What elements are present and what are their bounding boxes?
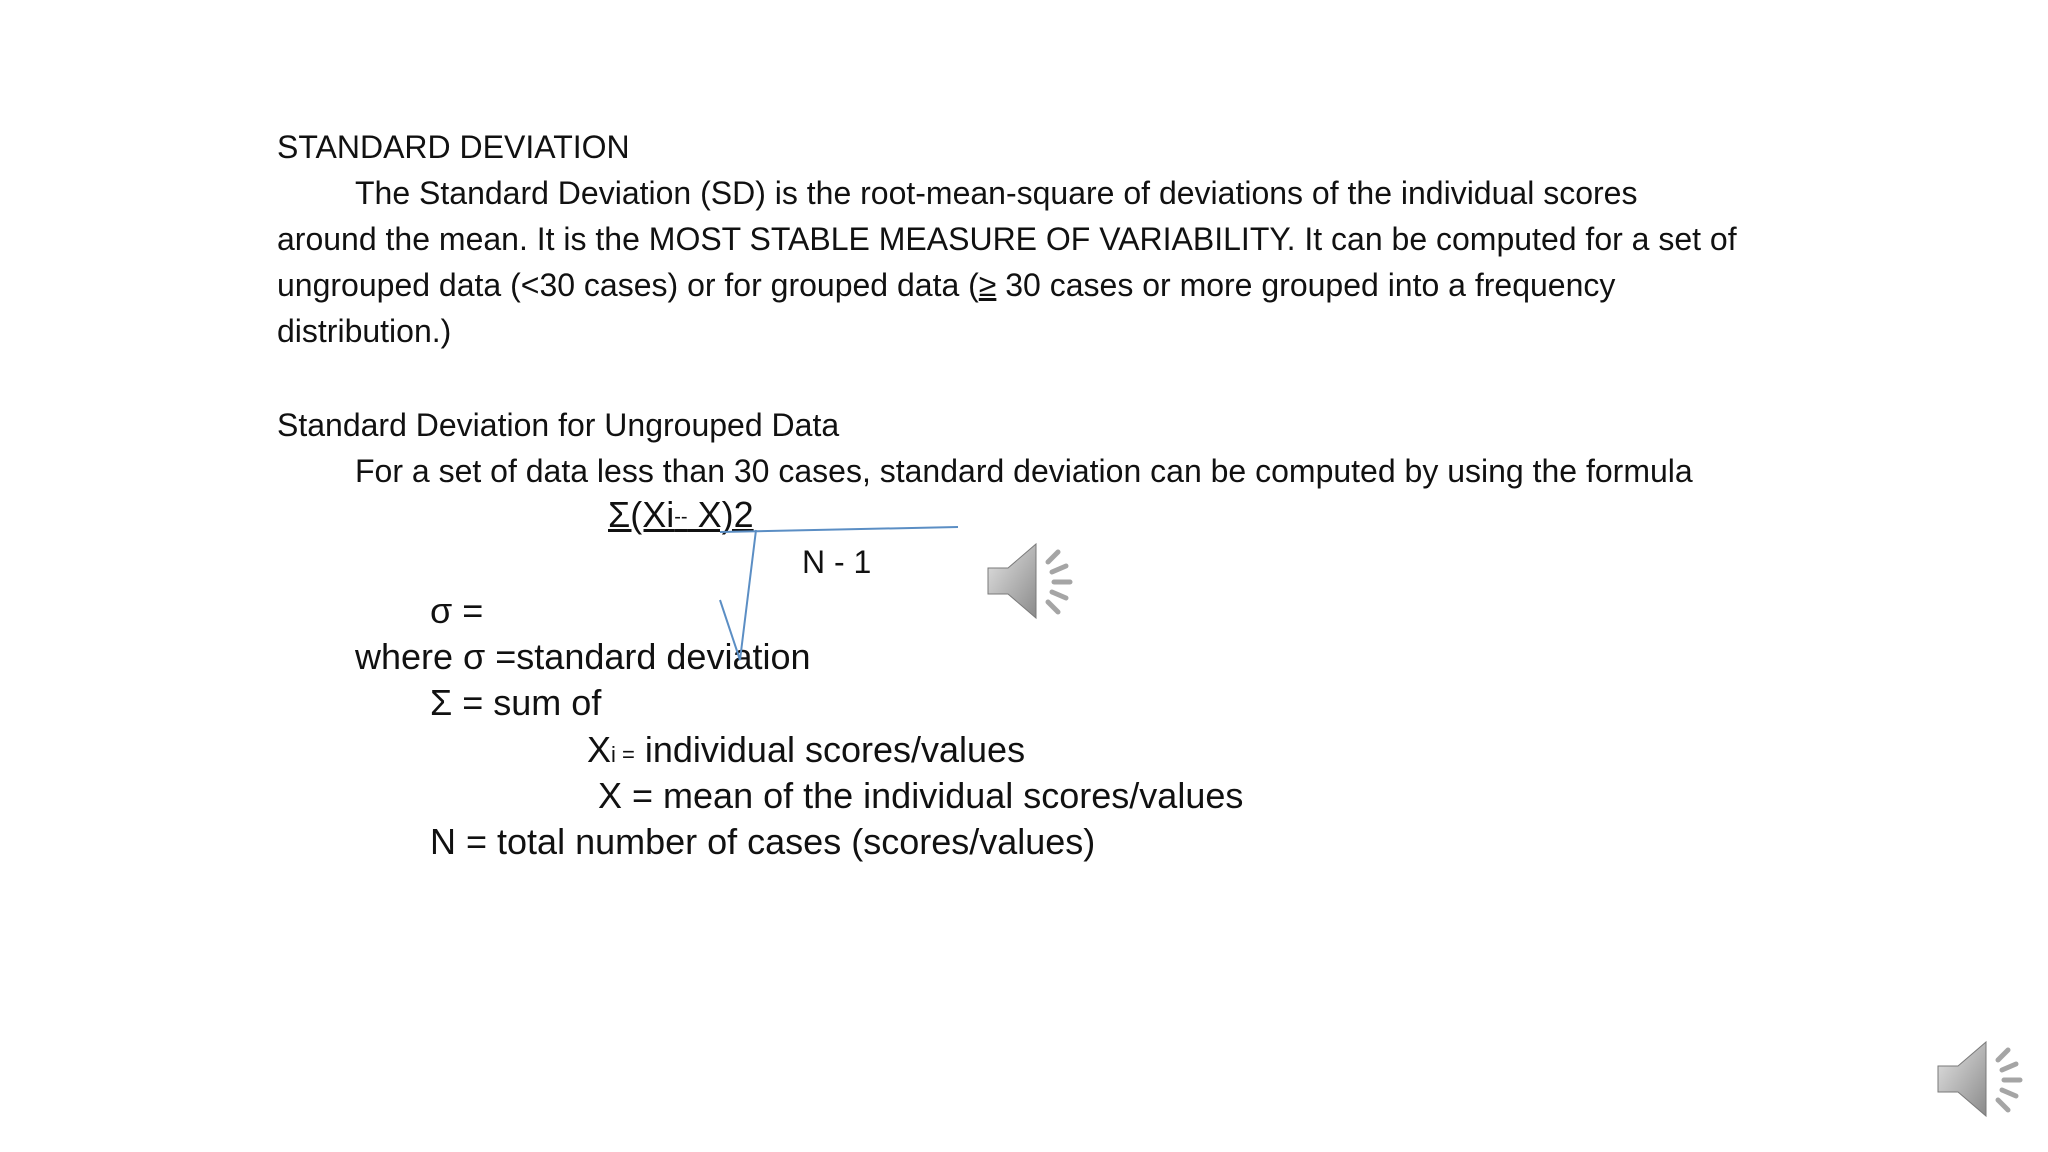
formula-denominator: N - 1 bbox=[802, 544, 872, 580]
subheading: Standard Deviation for Ungrouped Data bbox=[277, 407, 840, 443]
numerator-right: X)2 bbox=[687, 494, 754, 535]
numerator-dash: -- bbox=[674, 505, 688, 528]
paragraph-line-3-end: 30 cases or more grouped into a frequency bbox=[996, 267, 1616, 303]
definition-xbar: X = mean of the individual scores/values bbox=[598, 775, 1244, 816]
slide-heading: STANDARD DEVIATION bbox=[277, 129, 630, 165]
xi-base: X bbox=[587, 729, 612, 770]
speaker-icon[interactable] bbox=[1930, 1030, 2040, 1130]
formula-sigma: σ = bbox=[430, 590, 484, 631]
definition-sum: Σ = sum of bbox=[430, 682, 602, 723]
paragraph-line-2: around the mean. It is the MOST STABLE MEASURE OF VARIABILITY. It can be computed for a set of bbox=[277, 221, 1737, 257]
lead-text: For a set of data less than 30 cases, standard deviation can be computed by using the formula bbox=[355, 453, 1693, 489]
definition-n: N = total number of cases (scores/values) bbox=[430, 821, 1096, 862]
numerator-left: Σ(Xi bbox=[608, 494, 675, 535]
paragraph-line-3-start: ungrouped data (<30 cases) or for grouped data ( bbox=[277, 267, 979, 303]
paragraph-line-1: The Standard Deviation (SD) is the root-mean-square of deviations of the individual scores bbox=[355, 175, 1638, 211]
xi-eq: = bbox=[615, 742, 635, 767]
xi-sub: i bbox=[611, 742, 616, 767]
speaker-icon[interactable] bbox=[980, 532, 1090, 632]
paragraph-line-4: distribution.) bbox=[277, 313, 452, 349]
definition-where: where σ =standard deviation bbox=[355, 636, 811, 677]
xi-text: individual scores/values bbox=[634, 729, 1026, 770]
ge-symbol: ≥ bbox=[978, 267, 997, 303]
pen-stroke-check bbox=[720, 530, 756, 660]
